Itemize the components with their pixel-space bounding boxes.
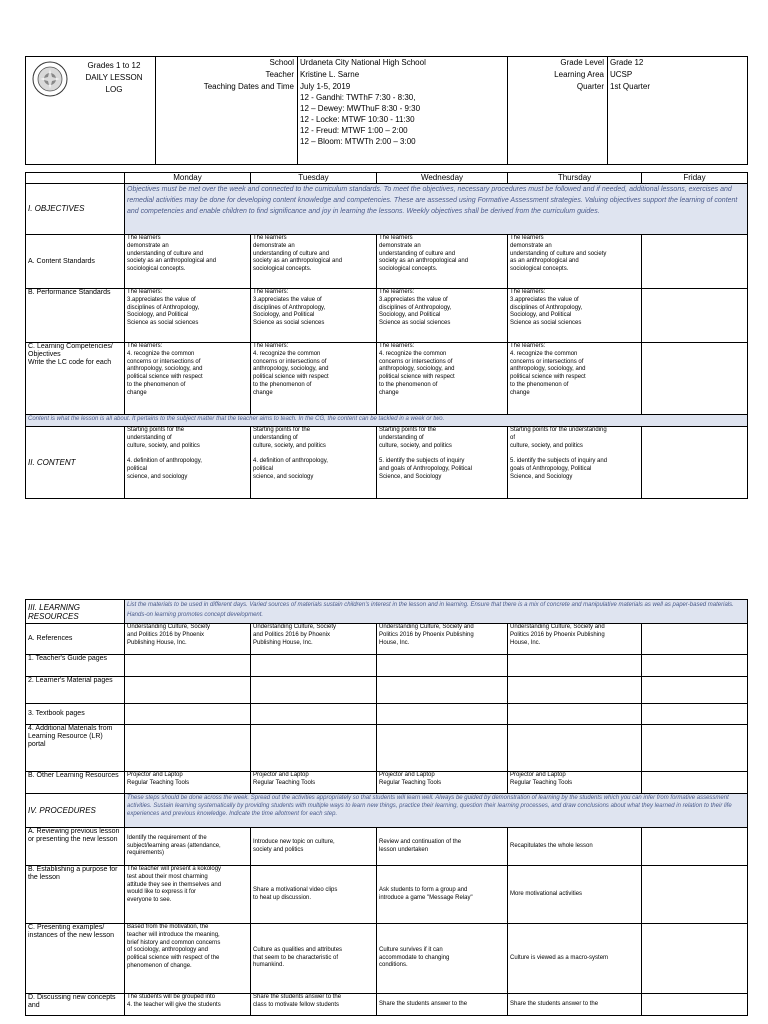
content-standards-tue: The learners demonstrate an understanding of culture and society as an anthropological and sociological concepts.: [251, 235, 377, 289]
performance-standards-tue: The learners: 3.appreciates the value of disciplines of Anthropology, Sociology, and Political Science as social sciences: [251, 289, 377, 343]
discussing-label: D. Discussing new concepts and: [26, 994, 125, 1016]
logo-cell: [26, 57, 156, 165]
discussing-row: [26, 994, 748, 1016]
resources-label: III. LEARNING RESOURCES: [26, 600, 125, 624]
examples-wed: Culture survives if it can accommodate to changing conditions.: [377, 924, 508, 994]
dates-label: Teaching Dates and Time: [203, 82, 294, 91]
values-col: [298, 57, 508, 165]
content-standards-thu: The learners demonstrate an understanding of culture and society as an anthropological and sociological concepts.: [508, 235, 642, 289]
discussing-wed: Share the students answer to the: [377, 994, 508, 1016]
grade-value: Grade 12: [610, 58, 644, 67]
examples-tue: Culture as qualities and attributes that seem to be characteristic of humankind.: [251, 924, 377, 994]
other-resources-mon: Projector and Laptop Regular Teaching Tools: [125, 772, 251, 794]
teacher-label: Teacher: [265, 70, 294, 79]
additional-materials-label: 4. Additional Materials from Learning Resource (LR) portal: [26, 725, 125, 772]
competencies-thu: The learners: 4. recognize the common concerns or intersections of anthropology, sociology, and political science with respect to the phenomenon of change: [508, 343, 642, 415]
content-note-row: [26, 415, 748, 427]
dll-title: Grades 1 to 12 DAILY LESSON LOG: [85, 61, 143, 94]
examples-thu: Culture is viewed as a macro-system: [508, 924, 642, 994]
procedures-note: These steps should be done across the week. Spread out the activities appropriately so that students will learn well. Always be guided by demonstration of learning by the students which you can infer from formative assessment activities. Sustain learning systematically by providing students with multiple ways to learn new things, practice their learning, question their learning processes, and draw conclusions about what they learned in relation to their life experiences and previous knowledge. Indicate the time allotment for each step.: [125, 794, 748, 828]
content-label: II. CONTENT: [26, 427, 125, 499]
purpose-wed: Ask students to form a group and introduce a game "Message Relay": [377, 866, 508, 924]
textbook-row: [26, 704, 748, 725]
learners-material-row: [26, 677, 748, 704]
content-wed: Starting points for the understanding of culture, society, and politics 5. identify the subjects of inquiry and goals of Anthropology, Political Science, and Sociology: [377, 427, 508, 499]
other-resources-fri: [642, 772, 748, 794]
teacher-value: Kristine L. Sarne: [300, 70, 360, 79]
resources-row: [26, 600, 748, 624]
discussing-thu: Share the students answer to the: [508, 994, 642, 1016]
other-resources-wed: Projector and Laptop Regular Teaching Tools: [377, 772, 508, 794]
quarter-value: 1st Quarter: [610, 82, 651, 91]
deped-seal-icon: [32, 61, 68, 97]
textbook-label: 3. Textbook pages: [26, 704, 125, 725]
performance-standards-fri: [642, 289, 748, 343]
procedures-row: [26, 794, 748, 828]
school-label: School: [269, 58, 294, 67]
blank-corner: [26, 173, 125, 184]
day-tuesday: Tuesday: [251, 173, 377, 184]
objectives-table: [25, 172, 748, 499]
competencies-fri: [642, 343, 748, 415]
references-row: [26, 624, 748, 655]
discussing-mon: The students will be grouped into 4. the teacher will give the students: [125, 994, 251, 1016]
reviewing-fri: [642, 828, 748, 866]
content-standards-fri: [642, 235, 748, 289]
reviewing-thu: Recapitulates the whole lesson: [508, 828, 642, 866]
references-label: A. References: [26, 624, 125, 655]
learners-material-label: 2. Learner's Material pages: [26, 677, 125, 704]
dates-line: 12 - Gandhi: TWThF 7:30 - 8:30,: [300, 93, 416, 102]
procedures-label: IV. PROCEDURES: [26, 794, 125, 828]
content-mon: Starting points for the understanding of culture, society, and politics 4. definition of anthropology, political science, and sociology: [125, 427, 251, 499]
examples-label: C. Presenting examples/ instances of the new lesson: [26, 924, 125, 994]
purpose-row: [26, 866, 748, 924]
reviewing-tue: Introduce new topic on culture, society and politics: [251, 828, 377, 866]
purpose-fri: [642, 866, 748, 924]
dates-line: 12 - Freud: MTWF 1:00 – 2:00: [300, 126, 408, 135]
values-col-2: [608, 57, 748, 165]
grade-label: Grade Level: [560, 58, 604, 67]
other-resources-thu: Projector and Laptop Regular Teaching Tools: [508, 772, 642, 794]
performance-standards-label: B. Performance Standards: [26, 289, 125, 343]
labels-col-2: [508, 57, 608, 165]
discussing-tue: Share the students answer to the class to motivate fellow students: [251, 994, 377, 1016]
objectives-row: [26, 184, 748, 235]
reviewing-row: [26, 828, 748, 866]
competencies-label: C. Learning Competencies/ Objectives Write the LC code for each: [26, 343, 125, 415]
school-value: Urdaneta City National High School: [300, 58, 426, 67]
day-thursday: Thursday: [508, 173, 642, 184]
purpose-label: B. Establishing a purpose for the lesson: [26, 866, 125, 924]
competencies-wed: The learners: 4. recognize the common concerns or intersections of anthropology, sociology, and political science with respect to the phenomenon of change: [377, 343, 508, 415]
reviewing-wed: Review and continuation of the lesson undertaken: [377, 828, 508, 866]
references-fri: [642, 624, 748, 655]
purpose-tue: Share a motivational video clips to heat up discussion.: [251, 866, 377, 924]
day-wednesday: Wednesday: [377, 173, 508, 184]
content-standards-label: A. Content Standards: [26, 235, 125, 289]
references-tue: Understanding Culture, Society and Politics 2016 by Phoenix Publishing House, Inc.: [251, 624, 377, 655]
day-friday: Friday: [642, 173, 748, 184]
content-row: [26, 427, 748, 499]
examples-row: [26, 924, 748, 994]
discussing-fri: [642, 994, 748, 1016]
performance-standards-mon: The learners: 3.appreciates the value of disciplines of Anthropology, Sociology, and Political Science as social sciences: [125, 289, 251, 343]
performance-standards-wed: The learners: 3.appreciates the value of disciplines of Anthropology, Sociology, and Political Science as social sciences: [377, 289, 508, 343]
performance-standards-row: [26, 289, 748, 343]
additional-materials-row: [26, 725, 748, 772]
dates-line: 12 – Dewey: MWThuF 8:30 - 9:30: [300, 104, 421, 113]
content-fri: [642, 427, 748, 499]
examples-mon: Based from the motivation, the teacher will introduce the meaning, brief history and common concerns of sociology, anthropology and political science with respect of the phenomenon of change.: [125, 924, 251, 994]
objectives-note: Objectives must be met over the week and connected to the curriculum standards. To meet the objectives, necessary procedures must be followed and if needed, additional lessons, exercises and remedial activities may be done for developing content knowledge and competencies. These are assessed using Formative Assessment strategies. Valuing objectives support the learning of content and competencies and enable children to find significance and joy in learning the lessons. Weekly objectives shall be derived from the curriculum guides.: [125, 184, 748, 235]
teachers-guide-row: [26, 655, 748, 677]
content-standards-wed: The learners demonstrate an understanding of culture and society as an anthropological and sociological concepts.: [377, 235, 508, 289]
references-thu: Understanding Culture, Society and Politics 2016 by Phoenix Publishing House, Inc.: [508, 624, 642, 655]
reviewing-mon: Identify the requirement of the subject/learning areas (attendance, requirements): [125, 828, 251, 866]
content-note: Content is what the lesson is all about. It pertains to the subject matter that the teacher aims to teach. In the CG, the content can be tackled in a week or two.: [26, 415, 748, 427]
days-row: [26, 173, 748, 184]
other-resources-row: [26, 772, 748, 794]
labels-col: [156, 57, 298, 165]
reviewing-label: A. Reviewing previous lesson or presenting the new lesson: [26, 828, 125, 866]
other-resources-label: B. Other Learning Resources: [26, 772, 125, 794]
competencies-row: [26, 343, 748, 415]
performance-standards-thu: The learners: 3.appreciates the value of disciplines of Anthropology, Sociology, and Political Science as social sciences: [508, 289, 642, 343]
competencies-tue: The learners: 4. recognize the common concerns or intersections of anthropology, sociology, and political science with respect to the phenomenon of change: [251, 343, 377, 415]
area-label: Learning Area: [554, 70, 604, 79]
purpose-mon: The teacher will present a kokology test about their most charming attitude they see in themselves and would like to express it for everyone to see.: [125, 866, 251, 924]
header-table: [25, 56, 748, 165]
examples-fri: [642, 924, 748, 994]
other-resources-tue: Projector and Laptop Regular Teaching Tools: [251, 772, 377, 794]
content-standards-mon: The learners demonstrate an understanding of culture and society as an anthropological and sociological concepts.: [125, 235, 251, 289]
competencies-mon: The learners: 4. recognize the common concerns or intersections of anthropology, sociology, and political science with respect to the phenomenon of change: [125, 343, 251, 415]
content-tue: Starting points for the understanding of culture, society, and politics 4. definition of anthropology, political science, and sociology: [251, 427, 377, 499]
resources-note: List the materials to be used in different days. Varied sources of materials sustain children's interest in the lesson and in learning. Ensure that there is a mix of concrete and manipulative materials as well as paper-based materials. Hands-on learning promotes concept development.: [125, 600, 748, 624]
day-monday: Monday: [125, 173, 251, 184]
objectives-label: I. OBJECTIVES: [26, 184, 125, 235]
dates-line: 12 – Bloom: MTWTh 2:00 – 3:00: [300, 137, 416, 146]
resources-table: [25, 599, 748, 1016]
teachers-guide-label: 1. Teacher's Guide pages: [26, 655, 125, 677]
purpose-thu: More motivational activities: [508, 866, 642, 924]
content-thu: Starting points for the understanding of culture, society, and politics 5. identify the subjects of inquiry and goals of Anthropology, Political Science, and Sociology: [508, 427, 642, 499]
area-value: UCSP: [610, 70, 633, 79]
content-standards-row: [26, 235, 748, 289]
dates-line: July 1-5, 2019: [300, 82, 351, 91]
quarter-label: Quarter: [576, 82, 604, 91]
dates-line: 12 - Locke: MTWF 10:30 - 11:30: [300, 115, 415, 124]
references-mon: Understanding Culture, Society and Politics 2016 by Phoenix Publishing House, Inc.: [125, 624, 251, 655]
references-wed: Understanding Culture, Society and Politics 2016 by Phoenix Publishing House, Inc.: [377, 624, 508, 655]
